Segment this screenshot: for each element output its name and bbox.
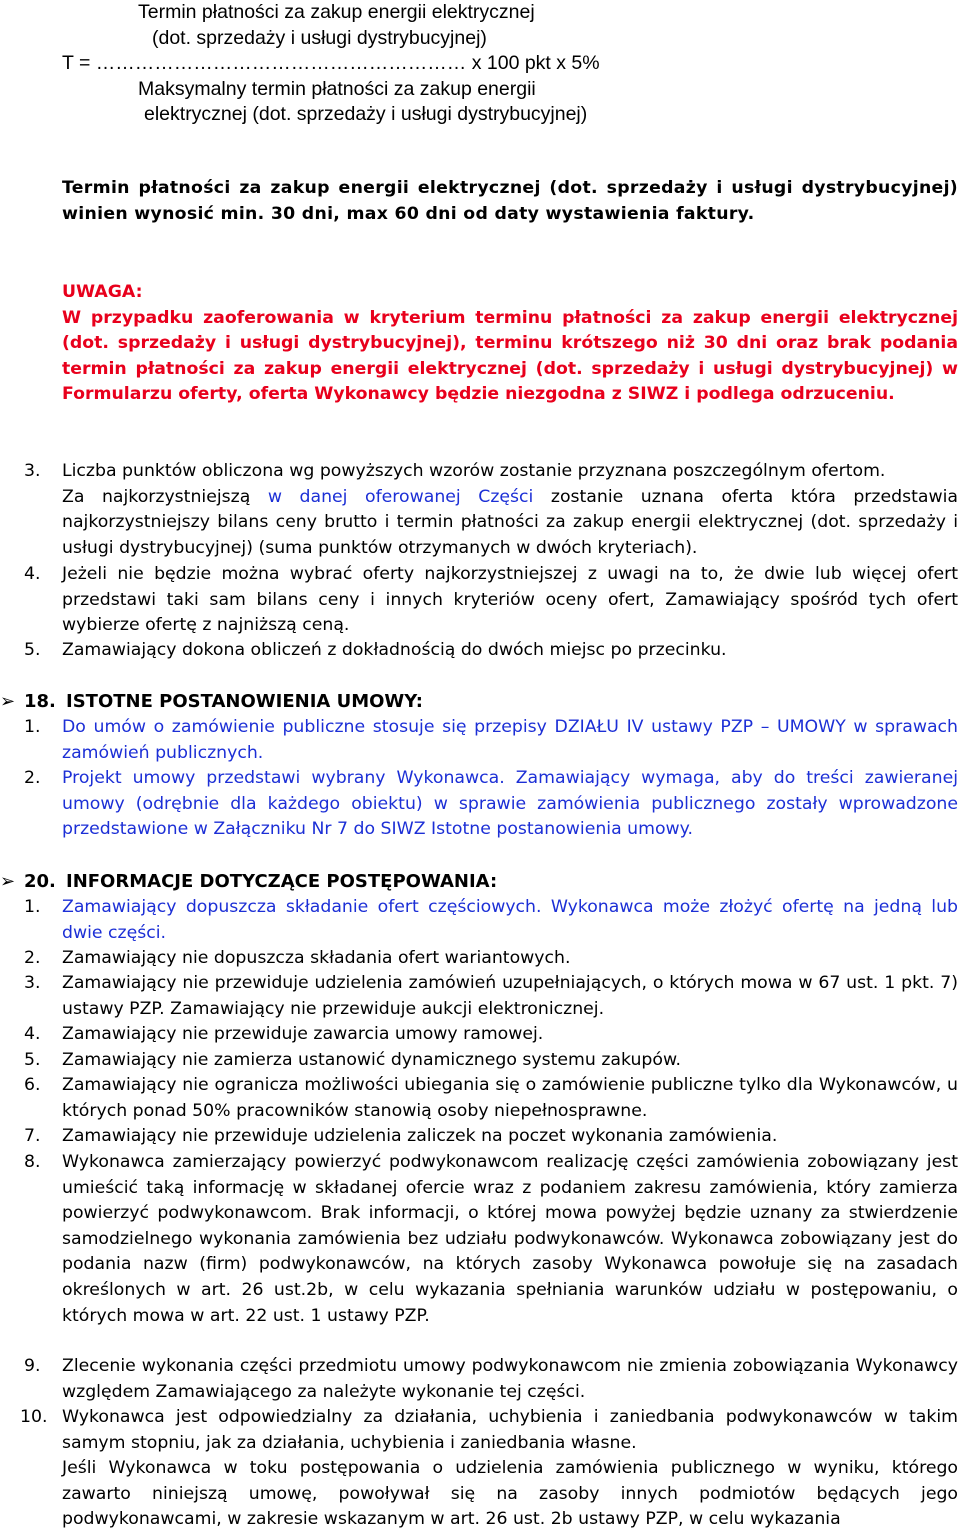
list-number: 1. (24, 717, 41, 737)
list-number: 9. (24, 1356, 41, 1376)
text-span: zostanie uznana oferta która przedstawia najkorzystniejszy bilans ceny brutto i termin płatności za zakup energii elektrycznej (dot. sprzedaży i usługi dystrybucyjnej) (suma punktów otrzymanych w dwóch kryteriach). (62, 486, 958, 558)
list-item: Zamawiający nie przewiduje zawarcia umowy ramowej. (62, 1024, 544, 1044)
list-item (62, 459, 958, 561)
formula-prefix: T = (62, 52, 96, 74)
list-item: Zamawiający dokona obliczeń z dokładnością do dwóch miejsc po przecinku. (62, 640, 727, 660)
list-number: 10. (20, 1407, 48, 1427)
list-item: Zamawiający nie dopuszcza składania ofert wariantowych. (62, 948, 571, 968)
list-item: Zamawiający nie zamierza ustanowić dynamicznego systemu zakupów. (62, 1050, 681, 1070)
formula-main-line (62, 51, 600, 77)
arrow-icon: ➢ (0, 871, 16, 892)
list-number: 2. (24, 768, 41, 788)
list-number: 5. (24, 1050, 41, 1070)
list-item: Zamawiający nie przewiduje udzielenia zamówień uzupełniających, o których mowa w 67 ust. 1 pkt. 7) ustawy PZP. Zamawiający nie przewiduje aukcji elektronicznej. (62, 973, 958, 1019)
list-item: Wykonawca zamierzający powierzyć podwykonawcom realizację części zamówienia zobowiązany jest umieścić taką informację w składanej ofercie wraz z podaniem zakresu zamówienia, który zamierza powierzyć podwykonawcom. Brak informacji, o której mowa powyżej będzie uznany za stwierdzenie samodzielnego wykonania zamówienia bez udziału podwykonawców. Wykonawca zobowiązany jest do podania nazw (firm) podwykonawców, na których zasoby Wykonawca powołuje się na zasadach określonych w art. 26 ust.2b, w celu wykazania spełniania warunków udziału w postępowaniu, o których mowa w art. 22 ust. 1 ustawy PZP. (62, 1152, 958, 1326)
formula-numerator-line2: (dot. sprzedaży i usługi dystrybucyjnej) (152, 26, 487, 49)
formula (62, 0, 600, 128)
warning (62, 280, 958, 408)
section-number: 18. (24, 691, 56, 712)
formula-denominator-line1: Maksymalny termin płatności za zakup energii (138, 77, 536, 100)
arrow-icon: ➢ (0, 691, 16, 712)
list-item: Do umów o zamówienie publiczne stosuje się przepisy DZIAŁU IV ustawy PZP – UMOWY w sprawach zamówień publicznych. (62, 717, 958, 763)
formula-dots: ………………………………………………… (95, 52, 467, 74)
list-item-text: Liczba punktów obliczona wg powyższych wzorów zostanie przyznana poszczególnym ofertom. (62, 461, 886, 481)
warning-title: UWAGA: (62, 282, 143, 302)
list-item: Zamawiający dopuszcza składanie ofert częściowych. Wykonawca może złożyć ofertę na jedną lub dwie części. (62, 897, 958, 943)
warning-body: W przypadku zaoferowania w kryterium terminu płatności za zakup energii elektrycznej (dot. sprzedaży i usługi dystrybucyjnej), terminu krótszego niż 30 dni oraz brak podania termin płatności za zakup energii elektrycznej (dot. sprzedaży i usługi dystrybucyjnej) w Formularzu oferty, oferta Wykonawcy będzie niezgodna z SIWZ i podlega odrzuceniu. (62, 307, 958, 405)
list-number: 4. (24, 1024, 41, 1044)
list-number: 8. (24, 1152, 41, 1172)
list-number: 7. (24, 1126, 41, 1146)
formula-suffix: x 100 pkt x 5% (466, 52, 600, 74)
list-item: Zamawiający nie przewiduje udzielenia zaliczek na poczet wykonania zamówienia. (62, 1126, 778, 1146)
formula-numerator-line1: Termin płatności za zakup energii elektrycznej (138, 1, 535, 23)
list-item: Projekt umowy przedstawi wybrany Wykonawca. Zamawiający wymaga, aby do treści zawieranej umowy (odrębnie dla każdego obiektu) w sprawie zamówienia publicznego zostały wprowadzone przedstawione w Załączniku Nr 7 do SIWZ Istotne postanowienia umowy. (62, 768, 958, 840)
section-title: INFORMACJE DOTYCZĄCE POSTĘPOWANIA: (66, 871, 498, 892)
list-number: 2. (24, 948, 41, 968)
text-span: Za najkorzystniejszą (62, 486, 268, 507)
text-span-blue: w danej oferowanej Części (267, 486, 534, 507)
list-item-continuation: Jeśli Wykonawca w toku postępowania o udzielenia zamówienia publicznego w wyniku, którego zawarto niniejszą umowę, powoływał się na zasoby innych podmiotów będących jego podwykonawcami, w zakresie wskazanym w art. 26 ust. 2b ustawy PZP, w celu wykazania (62, 1458, 958, 1530)
list-number: 4. (24, 564, 41, 584)
list-number: 3. (24, 973, 41, 993)
section-heading-18 (0, 689, 423, 715)
list-item: Zamawiający nie ogranicza możliwości ubiegania się o zamówienie publiczne tylko dla Wykonawców, u których ponad 50% pracowników stanowią osoby niepełnosprawne. (62, 1075, 958, 1121)
list-number: 5. (24, 640, 41, 660)
list-item: Zlecenie wykonania części przedmiotu umowy podwykonawcom nie zmienia zobowiązania Wykonawcy względem Zamawiającego za należyte wykonanie tej części. (62, 1356, 958, 1402)
list-number: 3. (24, 461, 41, 481)
section-heading-20 (0, 869, 497, 895)
formula-denominator-line2: elektrycznej (dot. sprzedaży i usługi dystrybucyjnej) (144, 103, 588, 125)
list-number: 1. (24, 897, 41, 917)
list-item-text (62, 485, 958, 562)
list-item: Jeżeli nie będzie można wybrać oferty najkorzystniejszej z uwagi na to, że dwie lub więcej ofert przedstawi taki sam bilans ceny i innych kryteriów oceny ofert, Zamawiający spośród tych ofert wybierze ofertę z najniższą ceną. (62, 564, 958, 636)
list-item-text: Wykonawca jest odpowiedzialny za działania, uchybienia i zaniedbania podwykonawców w takim samym stopniu, jak za działania, uchybienia i zaniedbania własne. (62, 1407, 958, 1453)
term-note: Termin płatności za zakup energii elektrycznej (dot. sprzedaży i usługi dystrybucyjnej) winien wynosić min. 30 dni, max 60 dni od daty wystawienia faktury. (62, 178, 958, 224)
list-number: 6. (24, 1075, 41, 1095)
section-number: 20. (24, 871, 56, 892)
list-item (62, 1405, 958, 1533)
section-title: ISTOTNE POSTANOWIENIA UMOWY: (66, 691, 423, 712)
